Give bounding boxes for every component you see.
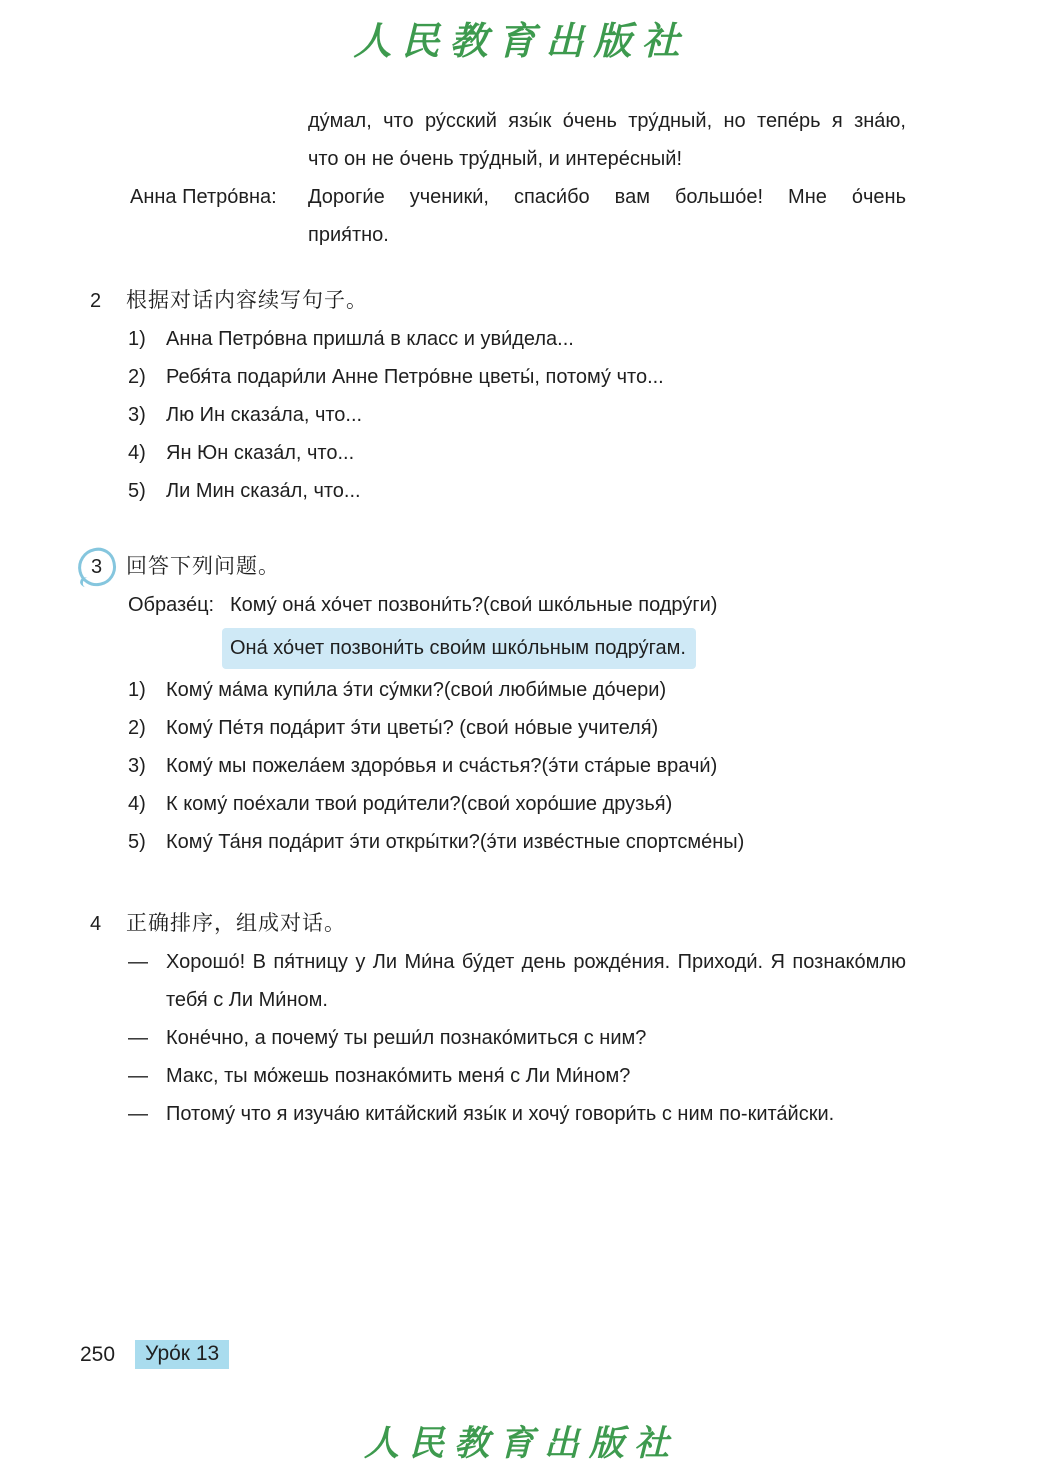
dialogue-line-text: Макс, ты мо́жешь познако́мить меня́ с Ли Ми́ном? — [166, 1065, 631, 1087]
item-number: 2) — [128, 717, 146, 739]
dialogue-line-text: Хорошо́! В пя́тницу у Ли Ми́на бу́дет день рожде́ния. Приходи́. Я познако́млю тебя́ с Ли Ми́ном. — [166, 951, 906, 1011]
publisher-logo-top: 人民教育出版社 — [353, 18, 690, 63]
lesson-label: Уро́к 13 — [135, 1340, 229, 1369]
exercise-3-header — [78, 548, 906, 586]
speaker-spacer — [130, 140, 308, 178]
item-number: 5) — [128, 480, 146, 502]
item-number: 1) — [128, 328, 146, 350]
dialogue-text: ду́мал, что ру́сский язы́к о́чень тру́дный, но тепе́рь я зна́ю, — [308, 110, 906, 132]
exercise-3-item — [128, 671, 906, 709]
exercise-2-header — [90, 282, 906, 320]
dialogue-dash: — — [128, 1027, 148, 1049]
dialogue-dash: — — [128, 1065, 148, 1087]
publisher-logo-bottom: 人民教育出版社 — [363, 1423, 679, 1464]
dialogue-speaker-line — [130, 178, 906, 216]
dialogue-text: что он не о́чень тру́дный, и интере́сный! — [308, 148, 683, 170]
item-text: К кому́ пое́хали твои́ роди́тели?(свои́ хоро́шие друзья́) — [166, 793, 673, 815]
item-number: 3) — [128, 755, 146, 777]
item-text: Кому́ мы пожела́ем здоро́вья и сча́стья?(э́ти ста́рые врачи́) — [166, 755, 718, 777]
item-text: Ян Юн сказа́л, что... — [166, 442, 355, 464]
exercise-2-item — [128, 358, 906, 396]
dialogue-block — [130, 102, 906, 254]
exercise-3 — [90, 548, 906, 861]
speaker-spacer — [130, 102, 308, 140]
exercise-4-line — [128, 943, 906, 1019]
item-text: Ребя́та подари́ли Анне Петро́вне цветы́, потому́ что... — [166, 366, 664, 388]
dialogue-line-text: Коне́чно, а почему́ ты реши́л познако́миться с ним? — [166, 1027, 647, 1049]
item-number: 5) — [128, 831, 146, 853]
exercise-2-item — [128, 472, 906, 510]
dialogue-continuation-line — [130, 216, 906, 254]
page-footer — [80, 1340, 229, 1369]
exercise-3-example-answer-row — [222, 628, 906, 669]
dialogue-text: прия́тно. — [308, 224, 389, 246]
example-label: Образе́ц: — [128, 594, 215, 616]
exercise-2-item — [128, 320, 906, 358]
item-text: Кому́ Пе́тя пода́рит э́ти цветы́? (свои́ но́вые учителя́) — [166, 717, 659, 739]
exercise-4-line — [128, 1019, 906, 1057]
item-number: 2) — [128, 366, 146, 388]
example-answer-highlight: Она́ хо́чет позвони́ть свои́м шко́льным подру́гам. — [222, 628, 696, 669]
item-number: 4) — [128, 442, 146, 464]
exercise-3-item — [128, 747, 906, 785]
exercise-3-badge-icon — [74, 544, 119, 589]
exercise-4-line — [128, 1095, 906, 1133]
item-text: Кому́ ма́ма купи́ла э́ти су́мки?(свои́ люби́мые до́чери) — [166, 679, 667, 701]
exercise-4-header — [90, 905, 906, 943]
speaker-spacer — [130, 216, 308, 254]
exercise-3-number: 3 — [91, 556, 103, 578]
exercise-2-title: 根据对话内容续写句子。 — [126, 289, 368, 312]
speaker-name: Анна Петро́вна: — [130, 186, 277, 208]
exercise-3-example — [128, 586, 906, 624]
exercise-4-number: 4 — [90, 913, 102, 935]
exercise-2-number: 2 — [90, 290, 102, 312]
exercise-4 — [90, 905, 906, 1133]
exercise-4-title: 正确排序，组成对话。 — [126, 912, 346, 935]
dialogue-dash: — — [128, 951, 148, 973]
item-text: Лю Ин сказа́ла, что... — [166, 404, 363, 426]
dialogue-dash: — — [128, 1103, 148, 1125]
item-text: Ли Мин сказа́л, что... — [166, 480, 361, 502]
dialogue-continuation-line — [130, 102, 906, 140]
exercise-2-item — [128, 396, 906, 434]
exercise-3-item — [128, 823, 906, 861]
dialogue-line-text: Потому́ что я изуча́ю кита́йский язы́к и хочу́ говори́ть с ним по-кита́йски. — [166, 1103, 835, 1125]
page-number: 250 — [80, 1342, 116, 1366]
item-number: 4) — [128, 793, 146, 815]
item-number: 1) — [128, 679, 146, 701]
exercise-4-line — [128, 1057, 906, 1095]
exercise-3-item — [128, 785, 906, 823]
item-text: Кому́ Та́ня пода́рит э́ти откры́тки?(э́ти изве́стные спортсме́ны) — [166, 831, 745, 853]
item-number: 3) — [128, 404, 146, 426]
item-text: Анна Петро́вна пришла́ в класс и уви́дела... — [166, 328, 574, 350]
dialogue-text: Дороги́е ученики́, спаси́бо вам большо́е! Мне о́чень — [308, 186, 906, 208]
exercise-3-title: 回答下列问题。 — [126, 555, 280, 578]
example-question: Кому́ она́ хо́чет позвони́ть?(свои́ шко́льные подру́ги) — [230, 594, 718, 616]
dialogue-continuation-line — [130, 140, 906, 178]
exercise-3-item — [128, 709, 906, 747]
exercise-2 — [90, 282, 906, 510]
exercise-2-item — [128, 434, 906, 472]
